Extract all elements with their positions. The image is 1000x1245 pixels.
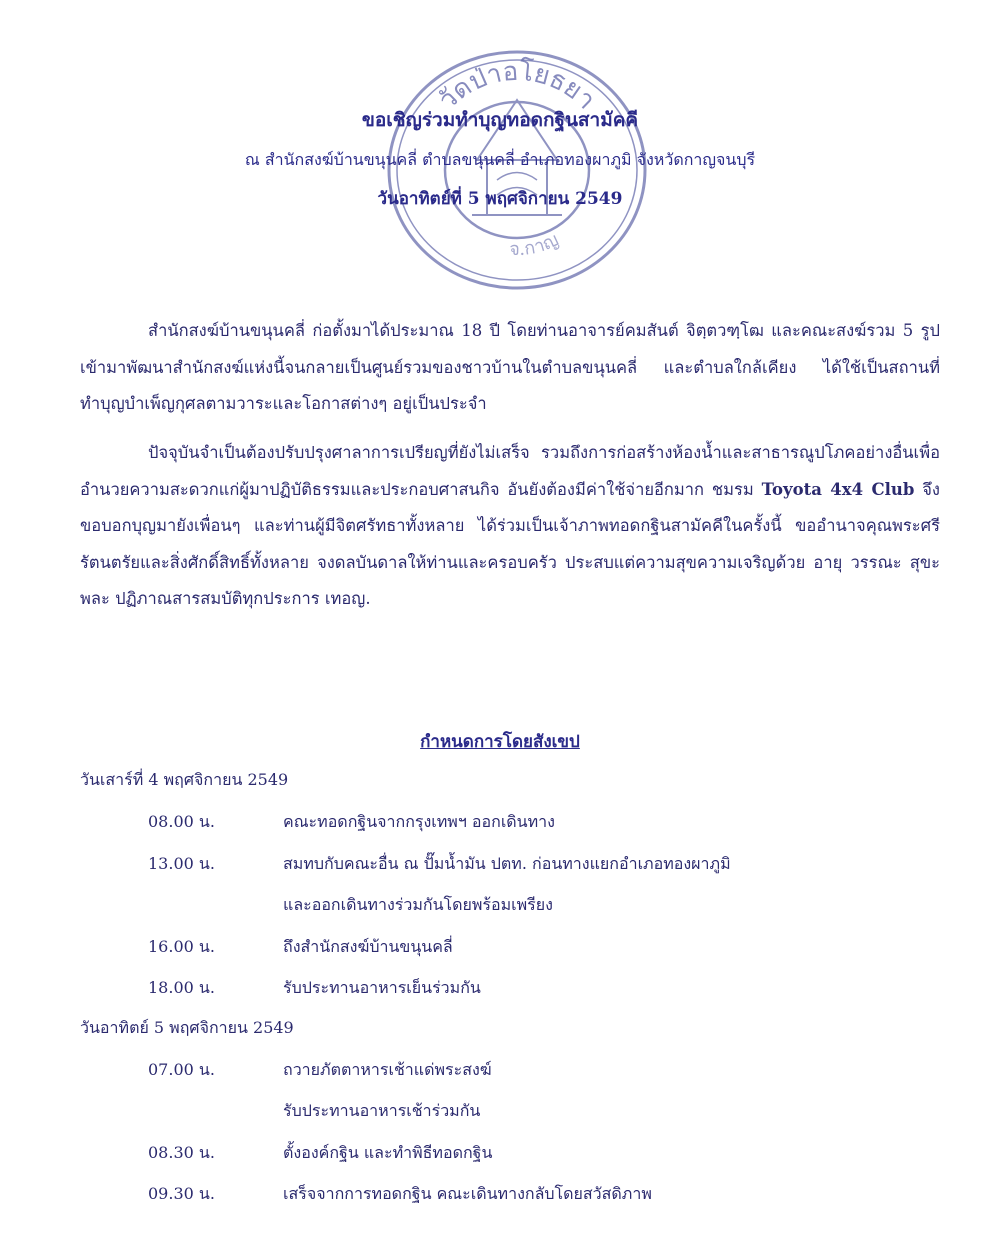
event-location: ณ สำนักสงฆ์บ้านขนุนคลี่ ตำบลขนุนคลี่ อำเภอทองผาภูมิ จังหวัดกาญจนบุรี: [244, 150, 756, 169]
paragraph-appeal-text-b: จึงขอบอกบุญมายังเพื่อนๆ และท่านผู้มีจิตศรัทธาทั้งหลาย ได้ร่วมเป็นเจ้าภาพทอดกฐินสามัคคีในครั้งนี้ ขออำนาจคุณพระศรีรัตนตรัยและสิ่งศักดิ์สิทธิ์ทั้งหลาย จงดลบันดาลให้ท่านและครอบครัว ประสบแต่ความสุขความเจริญด้วย อายุ วรรณะ สุขะ พละ ปฏิภาณสารสมบัติทุกประการ เทอญ.: [80, 479, 940, 608]
schedule-time: [148, 1099, 283, 1124]
invitation-header: [0, 100, 1000, 218]
schedule-time: [148, 893, 283, 918]
schedule-day1-label: วันเสาร์ที่ 4 พฤศจิกายน 2549: [80, 770, 289, 789]
schedule-row: [148, 935, 948, 960]
event-date: วันอาทิตย์ที่ 5 พฤศจิกายน 2549: [377, 189, 623, 209]
seal-text-top: วัดป่าอโยธยา: [433, 56, 601, 116]
schedule-time: 07.00 น.: [148, 1060, 215, 1079]
schedule-day2-label: วันอาทิตย์ 5 พฤศจิกายน 2549: [80, 1018, 294, 1037]
invitation-title: ขอเชิญร่วมทำบุญทอดกฐินสามัคคี: [361, 109, 639, 131]
paragraph-history-text: สำนักสงฆ์บ้านขนุนคลี่ ก่อตั้งมาได้ประมาณ 18 ปี โดยท่านอาจารย์คมสันต์ จิตฺตวฑฺโฒ และคณะสงฆ์รวม 5 รูป เข้ามาพัฒนาสำนักสงฆ์แห่งนี้จนกลายเป็นศูนย์รวมของชาวบ้านในตำบลขนุนคลี่ และตำบลใกล้เคียง ได้ใช้เป็นสถานที่ทำบุญบำเพ็ญกุศลตามวาระและโอกาสต่างๆ อยู่เป็นประจำ: [80, 321, 940, 413]
schedule-desc: รับประทานอาหารเย็นร่วมกัน: [283, 978, 481, 997]
club-name: Toyota 4x4 Club: [761, 479, 915, 499]
schedule-time: 16.00 น.: [148, 937, 215, 956]
schedule-desc: คณะทอดกฐินจากกรุงเทพฯ ออกเดินทาง: [283, 812, 555, 831]
schedule-desc: และออกเดินทางร่วมกันโดยพร้อมเพรียง: [283, 895, 553, 914]
schedule-row: [148, 1058, 948, 1083]
paragraph-history: [80, 313, 940, 423]
schedule-row: [148, 1182, 948, 1207]
schedule-desc: ถึงสำนักสงฆ์บ้านขนุนคลี่: [283, 937, 453, 956]
paragraph-appeal: [80, 435, 940, 618]
schedule-row: [148, 852, 948, 877]
schedule-desc: ถวายภัตตาหารเช้าแด่พระสงฆ์: [283, 1060, 492, 1079]
schedule-desc: รับประทานอาหารเช้าร่วมกัน: [283, 1101, 481, 1120]
schedule-row: [148, 1141, 948, 1166]
schedule-row: [148, 1099, 948, 1124]
schedule-row: [148, 893, 948, 918]
schedule-time: 09.30 น.: [148, 1184, 215, 1203]
svg-text:จ.กาญ: [509, 229, 562, 260]
schedule-desc: เสร็จจากการทอดกฐิน คณะเดินทางกลับโดยสวัสดิภาพ: [283, 1184, 652, 1203]
schedule-title: กำหนดการโดยสังเขป: [420, 732, 580, 752]
schedule-time: 08.00 น.: [148, 812, 215, 831]
schedule-desc: ตั้งองค์กฐิน และทำพิธีทอดกฐิน: [283, 1143, 493, 1162]
paragraph-appeal-text-a: ปัจจุบันจำเป็นต้องปรับปรุงศาลาการเปรียญที่ยังไม่เสร็จ รวมถึงการก่อสร้างห้องน้ำและสาธารณูปโภคอย่างอื่นเพื่ออำนวยความสะดวกแก่ผู้มาปฏิบัติธรรมและประกอบศาสนกิจ อันยังต้องมีค่าใช้จ่ายอีกมาก ชมรม: [80, 443, 940, 499]
schedule-time: 13.00 น.: [148, 854, 215, 873]
schedule-time: 18.00 น.: [148, 978, 215, 997]
schedule-desc: สมทบกับคณะอื่น ณ ปั๊มน้ำมัน ปตท. ก่อนทางแยกอำเภอทองผาภูมิ: [283, 854, 731, 873]
schedule-time: 08.30 น.: [148, 1143, 215, 1162]
schedule-row: [148, 976, 948, 1001]
schedule-row: [148, 810, 948, 835]
seal-text-bottom: จ.กาญ: [508, 229, 562, 261]
